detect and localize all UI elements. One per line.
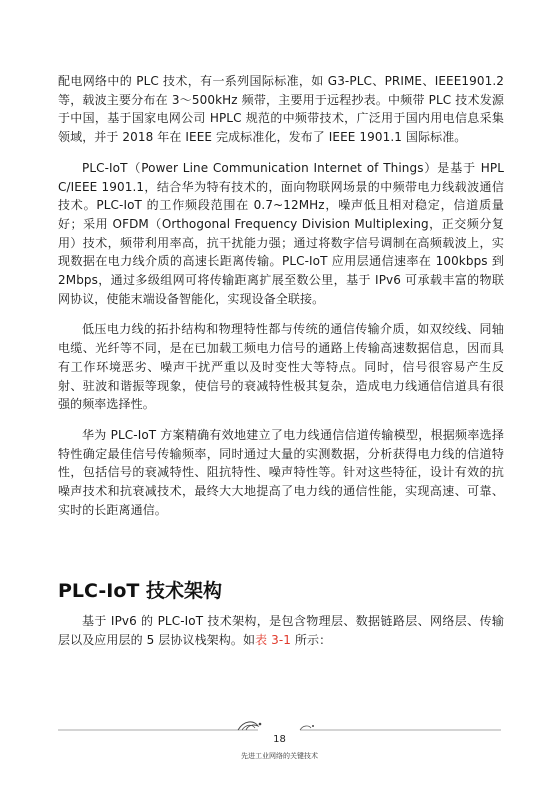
architecture-intro-text: 基于 IPv6 的 PLC-IoT 技术架构，是包含物理层、数据链路层、网络层、传输层以及应用层的 5 层协议栈架构。如 bbox=[58, 614, 504, 647]
paragraph-powerline-characteristics: 低压电力线的拓扑结构和物理特性都与传统的通信传输介质，如双绞线、同轴电缆、光纤等不同，是在已加载工频电力信号的通路上传输高速数据信息，因而具有工作环境恶劣、噪声干扰严重以及时变性大等特点。同时，信号很容易产生反射、驻波和谐振等现象，使信号的衰减特性极其复杂，造成电力线通信信道具有很强的频率选择性。 bbox=[58, 322, 504, 412]
footer-swirl-small-icon bbox=[300, 725, 314, 730]
main-text-block bbox=[58, 72, 504, 531]
book-title: 先进工业网络的关键技术 bbox=[241, 752, 318, 760]
paragraph-huawei-solution: 华为 PLC-IoT 方案精确有效地建立了电力线通信信道传输模型，根据频率选择特性确定最佳信号传输频率，同时通过大量的实测数据，分析获得电力线的信道特性，包括信号的衰减特性、阻抗特性、噪声特性等。针对这些特征，设计有效的抗噪声技术和抗衰减技术，最终大大地提高了电力线的通信性能，实现高速、可靠、实时的长距离通信。 bbox=[58, 427, 504, 517]
table-reference-link[interactable]: 表 3-1 bbox=[255, 632, 291, 647]
section-heading: PLC-IoT 技术架构 bbox=[58, 580, 222, 602]
paragraph-plc-iot-definition: PLC-IoT（Power Line Communication Internet of Things）是基于 HPLC/IEEE 1901.1，结合华为特有技术的，面向物联网场景的中频带电力线载波通信技术。PLC-IoT 的工作频段范围在 0.7~12MHz，噪声低且相对稳定，信道质量好；采用 OFDM（Orthogonal Frequency Division Multiplexing，正交频分复用）技术，频带利用率高，抗干扰能力强；通过将数字信号调制在高频载波上，实现数据在电力线介质的高速长距离传输。PLC-IoT 应用层通信速率在 100kbps 到 2Mbps，通过多级组网可将传输距离扩展至数公里，基于 IPv6 可承载丰富的物联网协议，使能末端设备智能化，实现设备全联接。 bbox=[58, 160, 504, 306]
section-body bbox=[58, 612, 504, 661]
paragraph-architecture-intro bbox=[58, 612, 504, 649]
footer-swirl-icon bbox=[238, 722, 261, 730]
paragraph-plc-standards: 配电网络中的 PLC 技术，有一系列国际标准，如 G3-PLC、PRIME、IEEE1901.2 等，载波主要分布在 3～500kHz 频带，主要用于远程抄表。中频带 PLC 技术发源于中国，基于国家电网公司 HPLC 规范的中频带技术，广泛用于国内用电信息采集领域，并于 2018 年在 IEEE 完成标准化，发布了 IEEE 1901.1 国际标准。 bbox=[58, 74, 504, 145]
page-number: 18 bbox=[273, 734, 286, 745]
page-footer bbox=[0, 716, 559, 776]
architecture-intro-suffix: 所示： bbox=[291, 632, 332, 647]
